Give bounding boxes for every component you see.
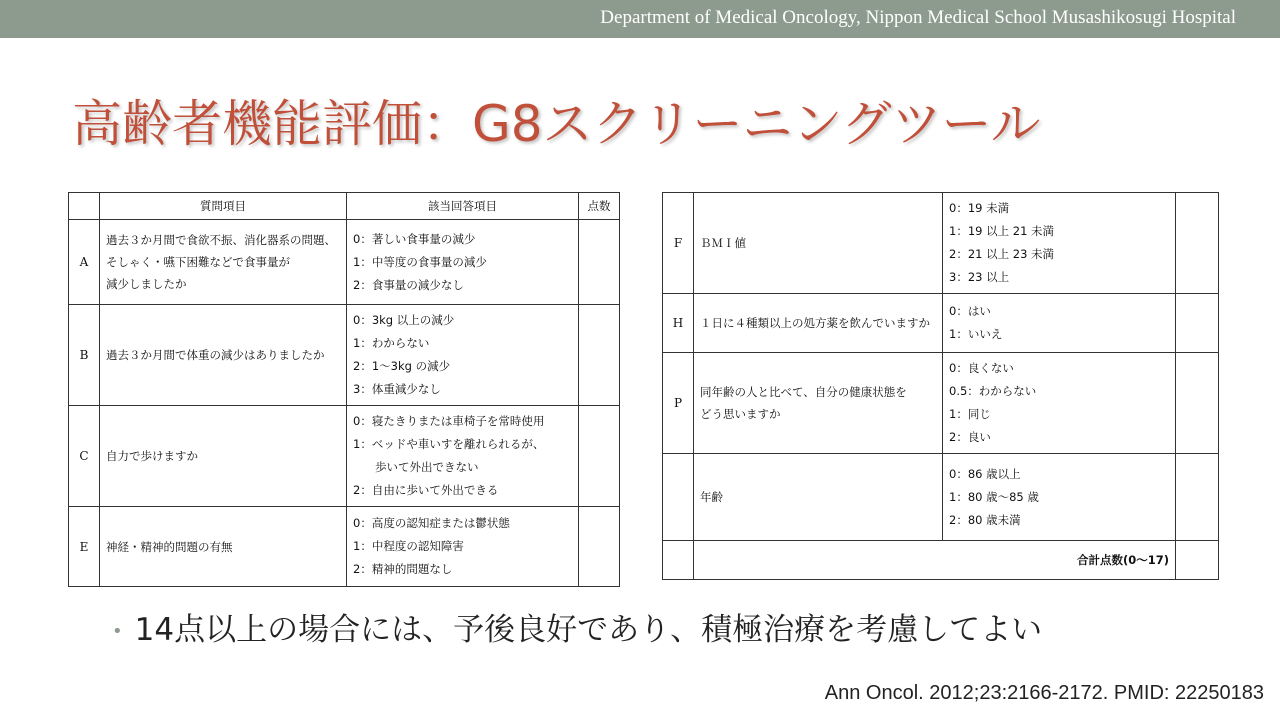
question-cell	[694, 353, 943, 454]
table-row	[663, 454, 1219, 541]
answer-option: 3：体重減少なし	[353, 382, 441, 396]
score-cell	[579, 507, 620, 587]
score-cell	[1176, 193, 1219, 294]
citation: Ann Oncol. 2012;23:2166-2172. PMID: 22250183	[824, 682, 1264, 704]
item-code: C	[69, 406, 100, 507]
options-cell	[943, 294, 1176, 353]
item-code: F	[663, 193, 694, 294]
item-code	[663, 454, 694, 541]
item-code: A	[69, 220, 100, 305]
score-cell	[1176, 454, 1219, 541]
options-cell	[347, 507, 579, 587]
answer-option: 0：著しい食事量の減少	[353, 231, 476, 246]
table-row	[69, 305, 620, 406]
total-score-cell	[1176, 541, 1219, 580]
item-code: P	[663, 353, 694, 454]
item-code: H	[663, 294, 694, 353]
answer-option: 1：80 歳～85 歳	[949, 489, 1039, 504]
total-label: 合計点数(0～17)	[694, 541, 1176, 580]
score-cell	[579, 305, 620, 406]
header-bar	[0, 0, 1280, 38]
table-row	[69, 507, 620, 587]
answer-option: 1：ベッドや車いすを離れられるが、	[353, 437, 545, 451]
table-row	[663, 353, 1219, 454]
question-line: １日に４種類以上の処方薬を飲んでいますか	[700, 316, 930, 330]
header-cell	[69, 193, 100, 220]
bullet-item	[112, 604, 1042, 649]
score-cell	[1176, 294, 1219, 353]
item-code: B	[69, 305, 100, 406]
answer-option: 2：80 歳未満	[949, 512, 1021, 527]
answer-option: 1：19 以上 21 未満	[949, 224, 1055, 238]
question-cell	[694, 454, 943, 541]
answer-option: 2：精神的問題なし	[353, 562, 453, 576]
answer-option: 2：21 以上 23 未満	[949, 247, 1055, 261]
table-row	[663, 193, 1219, 294]
question-line: 年齢	[700, 490, 723, 504]
score-cell	[579, 220, 620, 305]
options-cell	[943, 193, 1176, 294]
answer-option: 2：自由に歩いて外出できる	[353, 483, 499, 497]
answer-option: 歩いて外出できない	[375, 460, 479, 474]
header-cell: 点数	[579, 193, 620, 220]
question-line: 過去３か月間で体重の減少はありましたか	[106, 348, 325, 362]
header-text: Department of Medical Oncology, Nippon Medical School Musashikosugi Hospital	[600, 7, 1236, 28]
answer-option: 1：わからない	[353, 336, 430, 350]
item-code: E	[69, 507, 100, 587]
score-cell	[1176, 353, 1219, 454]
answer-option: 1：いいえ	[949, 327, 1003, 341]
answer-option: 1：同じ	[949, 407, 991, 421]
header-cell: 該当回答項目	[347, 193, 579, 220]
answer-option: 1：中程度の認知障害	[353, 539, 464, 553]
answer-option: 2：食事量の減少なし	[353, 277, 464, 292]
question-line: ＢＭＩ値	[700, 236, 746, 250]
question-line: どう思いますか	[700, 407, 781, 421]
table-row	[69, 406, 620, 507]
total-code-cell	[663, 541, 694, 580]
g8-table-left	[68, 192, 620, 587]
question-cell	[694, 193, 943, 294]
table-header-row	[69, 193, 620, 220]
question-line: 過去３か月間で食欲不振、消化器系の問題、	[106, 233, 336, 247]
question-cell	[694, 294, 943, 353]
answer-option: 0.5：わからない	[949, 384, 1037, 398]
answer-option: 0：3kg 以上の減少	[353, 313, 455, 327]
options-cell	[347, 305, 579, 406]
question-line: そしゃく・嚥下困難などで食事量が	[106, 255, 290, 269]
header-cell: 質問項目	[100, 193, 347, 220]
question-line: 同年齢の人と比べて、自分の健康状態を	[700, 385, 907, 399]
answer-option: 0：はい	[949, 304, 991, 318]
question-cell	[100, 406, 347, 507]
options-cell	[347, 220, 579, 305]
question-line: 神経・精神的問題の有無	[106, 539, 233, 554]
answer-option: 0：寝たきりまたは車椅子を常時使用	[353, 414, 545, 428]
question-cell	[100, 507, 347, 587]
question-cell	[100, 220, 347, 305]
answer-option: 0：86 歳以上	[949, 466, 1021, 481]
answer-option: 0：19 未満	[949, 201, 1010, 215]
answer-option: 0：良くない	[949, 361, 1014, 375]
answer-option: 0：高度の認知症または鬱状態	[353, 516, 510, 530]
question-line: 減少しましたか	[106, 277, 187, 291]
answer-option: 1：中等度の食事量の減少	[353, 254, 487, 269]
question-cell	[100, 305, 347, 406]
options-cell	[943, 353, 1176, 454]
bullet-text: 14点以上の場合には、予後良好であり、積極治療を考慮してよい	[134, 612, 1043, 648]
score-cell	[579, 406, 620, 507]
table-row	[663, 294, 1219, 353]
table-row	[69, 220, 620, 305]
slide-title: 高齢者機能評価：G8スクリーニングツール	[72, 95, 1041, 153]
options-cell	[943, 454, 1176, 541]
g8-table-right	[662, 192, 1219, 580]
bullet-dot-icon: •	[112, 621, 123, 642]
total-row	[663, 541, 1219, 580]
question-line: 自力で歩けますか	[106, 449, 198, 463]
options-cell	[347, 406, 579, 507]
answer-option: 2：良い	[949, 430, 991, 444]
answer-option: 2：1～3kg の減少	[353, 359, 451, 373]
answer-option: 3：23 以上	[949, 270, 1010, 284]
